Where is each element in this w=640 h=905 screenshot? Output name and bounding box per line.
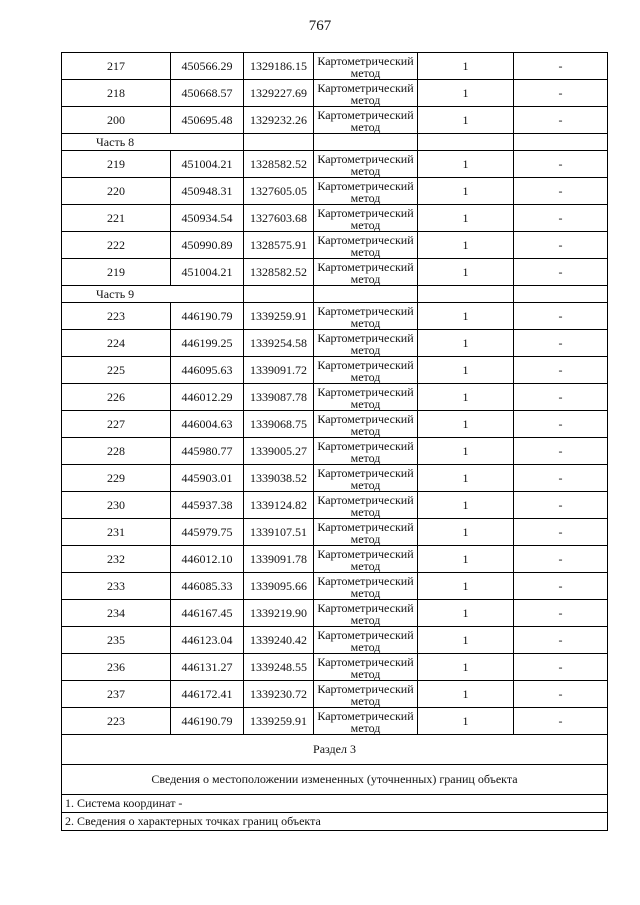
method-cell	[314, 232, 418, 259]
y-coordinate-cell: 1328582.52	[244, 151, 314, 178]
point-number-cell: 200	[62, 107, 171, 134]
x-coordinate-cell: 450695.48	[171, 107, 244, 134]
x-coordinate-cell: 446012.10	[171, 546, 244, 573]
description-cell: -	[514, 357, 608, 384]
points-info-item: 2. Сведения о характерных точках границ объекта	[62, 813, 608, 831]
method-text: Картометрический метод	[317, 681, 414, 708]
coordinate-system-item: 1. Система координат -	[62, 795, 608, 813]
point-number-cell: 236	[62, 654, 171, 681]
description-cell: -	[514, 411, 608, 438]
method-cell	[314, 492, 418, 519]
point-row	[62, 53, 608, 80]
point-number-cell: 229	[62, 465, 171, 492]
description-cell: -	[514, 438, 608, 465]
description-cell: -	[514, 519, 608, 546]
accuracy-cell: 1	[418, 411, 514, 438]
y-coordinate-cell: 1339087.78	[244, 384, 314, 411]
y-coordinate-cell: 1339240.42	[244, 627, 314, 654]
description-cell: -	[514, 259, 608, 286]
description-cell: -	[514, 151, 608, 178]
method-cell	[314, 465, 418, 492]
description-cell: -	[514, 573, 608, 600]
point-number-cell: 233	[62, 573, 171, 600]
y-coordinate-cell: 1329227.69	[244, 80, 314, 107]
x-coordinate-cell: 446085.33	[171, 573, 244, 600]
description-cell: -	[514, 384, 608, 411]
x-coordinate-cell: 446190.79	[171, 303, 244, 330]
coordinates-table	[61, 52, 608, 831]
section-title: Раздел 3	[62, 735, 608, 765]
point-number-cell: 221	[62, 205, 171, 232]
method-cell	[314, 708, 418, 735]
point-row	[62, 492, 608, 519]
method-text: Картометрический метод	[317, 330, 414, 357]
points-info-row	[62, 813, 608, 831]
y-coordinate-cell: 1339230.72	[244, 681, 314, 708]
point-number-cell: 235	[62, 627, 171, 654]
method-cell	[314, 384, 418, 411]
x-coordinate-cell: 446012.29	[171, 384, 244, 411]
x-coordinate-cell: 450948.31	[171, 178, 244, 205]
point-number-cell: 227	[62, 411, 171, 438]
y-coordinate-cell: 1339248.55	[244, 654, 314, 681]
point-row	[62, 107, 608, 134]
accuracy-cell: 1	[418, 330, 514, 357]
method-text: Картометрический метод	[317, 178, 414, 205]
y-coordinate-cell: 1339005.27	[244, 438, 314, 465]
method-text: Картометрический метод	[317, 80, 414, 107]
point-number-cell: 226	[62, 384, 171, 411]
x-coordinate-cell: 450990.89	[171, 232, 244, 259]
method-text: Картометрический метод	[317, 600, 414, 627]
point-number-cell: 223	[62, 303, 171, 330]
point-row	[62, 357, 608, 384]
accuracy-cell: 1	[418, 178, 514, 205]
part-header-row	[62, 286, 608, 303]
x-coordinate-cell: 446167.45	[171, 600, 244, 627]
empty-cell	[514, 134, 608, 151]
method-cell	[314, 573, 418, 600]
point-number-cell: 225	[62, 357, 171, 384]
description-cell: -	[514, 80, 608, 107]
y-coordinate-cell: 1339124.82	[244, 492, 314, 519]
y-coordinate-cell: 1339259.91	[244, 708, 314, 735]
description-cell: -	[514, 708, 608, 735]
description-cell: -	[514, 681, 608, 708]
point-row	[62, 708, 608, 735]
empty-cell	[418, 286, 514, 303]
empty-cell	[244, 134, 314, 151]
part-header-row	[62, 134, 608, 151]
empty-cell	[314, 134, 418, 151]
accuracy-cell: 1	[418, 357, 514, 384]
description-cell: -	[514, 546, 608, 573]
method-text: Картометрический метод	[317, 53, 414, 80]
description-cell: -	[514, 303, 608, 330]
accuracy-cell: 1	[418, 708, 514, 735]
y-coordinate-cell: 1339038.52	[244, 465, 314, 492]
y-coordinate-cell: 1328582.52	[244, 259, 314, 286]
x-coordinate-cell: 446004.63	[171, 411, 244, 438]
point-row	[62, 519, 608, 546]
y-coordinate-cell: 1339091.78	[244, 546, 314, 573]
method-cell	[314, 627, 418, 654]
method-cell	[314, 546, 418, 573]
accuracy-cell: 1	[418, 80, 514, 107]
point-number-cell: 222	[62, 232, 171, 259]
y-coordinate-cell: 1339107.51	[244, 519, 314, 546]
description-cell: -	[514, 465, 608, 492]
section-title-row	[62, 735, 608, 765]
method-cell	[314, 357, 418, 384]
point-row	[62, 654, 608, 681]
empty-cell	[314, 286, 418, 303]
method-text: Картометрический метод	[317, 205, 414, 232]
accuracy-cell: 1	[418, 53, 514, 80]
point-row	[62, 600, 608, 627]
accuracy-cell: 1	[418, 438, 514, 465]
point-row	[62, 438, 608, 465]
method-cell	[314, 151, 418, 178]
y-coordinate-cell: 1327603.68	[244, 205, 314, 232]
accuracy-cell: 1	[418, 573, 514, 600]
section-body	[62, 735, 608, 831]
y-coordinate-cell: 1339068.75	[244, 411, 314, 438]
x-coordinate-cell: 450934.54	[171, 205, 244, 232]
y-coordinate-cell: 1339259.91	[244, 303, 314, 330]
description-cell: -	[514, 600, 608, 627]
point-row	[62, 259, 608, 286]
empty-cell	[244, 286, 314, 303]
y-coordinate-cell: 1328575.91	[244, 232, 314, 259]
method-cell	[314, 53, 418, 80]
method-text: Картометрический метод	[317, 357, 414, 384]
x-coordinate-cell: 446095.63	[171, 357, 244, 384]
point-number-cell: 224	[62, 330, 171, 357]
description-cell: -	[514, 330, 608, 357]
y-coordinate-cell: 1339219.90	[244, 600, 314, 627]
description-cell: -	[514, 53, 608, 80]
accuracy-cell: 1	[418, 107, 514, 134]
point-number-cell: 232	[62, 546, 171, 573]
y-coordinate-cell: 1329186.15	[244, 53, 314, 80]
point-row	[62, 330, 608, 357]
method-text: Картометрический метод	[317, 232, 414, 259]
point-number-cell: 217	[62, 53, 171, 80]
point-row	[62, 178, 608, 205]
method-text: Картометрический метод	[317, 384, 414, 411]
method-cell	[314, 600, 418, 627]
x-coordinate-cell: 451004.21	[171, 259, 244, 286]
method-cell	[314, 681, 418, 708]
x-coordinate-cell: 450566.29	[171, 53, 244, 80]
accuracy-cell: 1	[418, 205, 514, 232]
point-number-cell: 219	[62, 151, 171, 178]
accuracy-cell: 1	[418, 492, 514, 519]
method-text: Картометрический метод	[317, 708, 414, 735]
y-coordinate-cell: 1339095.66	[244, 573, 314, 600]
point-number-cell: 231	[62, 519, 171, 546]
y-coordinate-cell: 1339091.72	[244, 357, 314, 384]
method-text: Картометрический метод	[317, 627, 414, 654]
x-coordinate-cell: 446199.25	[171, 330, 244, 357]
point-number-cell: 228	[62, 438, 171, 465]
description-cell: -	[514, 232, 608, 259]
accuracy-cell: 1	[418, 232, 514, 259]
accuracy-cell: 1	[418, 303, 514, 330]
point-row	[62, 205, 608, 232]
point-row	[62, 573, 608, 600]
section-subtitle-row	[62, 765, 608, 795]
point-number-cell: 219	[62, 259, 171, 286]
method-text: Картометрический метод	[317, 151, 414, 178]
accuracy-cell: 1	[418, 519, 514, 546]
x-coordinate-cell: 450668.57	[171, 80, 244, 107]
empty-cell	[514, 286, 608, 303]
method-text: Картометрический метод	[317, 107, 414, 134]
method-cell	[314, 178, 418, 205]
accuracy-cell: 1	[418, 681, 514, 708]
method-text: Картометрический метод	[317, 303, 414, 330]
point-row	[62, 546, 608, 573]
accuracy-cell: 1	[418, 384, 514, 411]
method-cell	[314, 519, 418, 546]
method-cell	[314, 259, 418, 286]
x-coordinate-cell: 451004.21	[171, 151, 244, 178]
method-text: Картометрический метод	[317, 259, 414, 286]
x-coordinate-cell: 445979.75	[171, 519, 244, 546]
x-coordinate-cell: 445903.01	[171, 465, 244, 492]
accuracy-cell: 1	[418, 151, 514, 178]
point-number-cell: 230	[62, 492, 171, 519]
method-text: Картометрический метод	[317, 411, 414, 438]
point-number-cell: 237	[62, 681, 171, 708]
coordinate-system-row	[62, 795, 608, 813]
x-coordinate-cell: 445980.77	[171, 438, 244, 465]
part-label: Часть 9	[62, 286, 244, 303]
method-text: Картометрический метод	[317, 546, 414, 573]
x-coordinate-cell: 445937.38	[171, 492, 244, 519]
method-text: Картометрический метод	[317, 519, 414, 546]
coordinates-table-body	[62, 53, 608, 735]
description-cell: -	[514, 627, 608, 654]
method-text: Картометрический метод	[317, 465, 414, 492]
x-coordinate-cell: 446190.79	[171, 708, 244, 735]
point-number-cell: 234	[62, 600, 171, 627]
description-cell: -	[514, 654, 608, 681]
method-cell	[314, 330, 418, 357]
point-row	[62, 232, 608, 259]
point-row	[62, 80, 608, 107]
point-number-cell: 218	[62, 80, 171, 107]
point-row	[62, 627, 608, 654]
part-label: Часть 8	[62, 134, 244, 151]
section-subtitle: Сведения о местоположении измененных (уточненных) границ объекта	[62, 765, 608, 795]
accuracy-cell: 1	[418, 465, 514, 492]
method-text: Картометрический метод	[317, 492, 414, 519]
accuracy-cell: 1	[418, 654, 514, 681]
method-text: Картометрический метод	[317, 654, 414, 681]
x-coordinate-cell: 446131.27	[171, 654, 244, 681]
method-text: Картометрический метод	[317, 573, 414, 600]
method-cell	[314, 654, 418, 681]
method-cell	[314, 205, 418, 232]
point-row	[62, 303, 608, 330]
y-coordinate-cell: 1329232.26	[244, 107, 314, 134]
point-number-cell: 220	[62, 178, 171, 205]
method-cell	[314, 438, 418, 465]
accuracy-cell: 1	[418, 259, 514, 286]
point-row	[62, 465, 608, 492]
description-cell: -	[514, 107, 608, 134]
point-row	[62, 411, 608, 438]
method-cell	[314, 80, 418, 107]
x-coordinate-cell: 446172.41	[171, 681, 244, 708]
y-coordinate-cell: 1339254.58	[244, 330, 314, 357]
point-row	[62, 681, 608, 708]
point-number-cell: 223	[62, 708, 171, 735]
method-text: Картометрический метод	[317, 438, 414, 465]
page-number: 767	[308, 18, 332, 34]
point-row	[62, 384, 608, 411]
empty-cell	[418, 134, 514, 151]
point-row	[62, 151, 608, 178]
description-cell: -	[514, 492, 608, 519]
description-cell: -	[514, 178, 608, 205]
accuracy-cell: 1	[418, 600, 514, 627]
x-coordinate-cell: 446123.04	[171, 627, 244, 654]
description-cell: -	[514, 205, 608, 232]
method-cell	[314, 411, 418, 438]
method-cell	[314, 107, 418, 134]
accuracy-cell: 1	[418, 546, 514, 573]
accuracy-cell: 1	[418, 627, 514, 654]
method-cell	[314, 303, 418, 330]
y-coordinate-cell: 1327605.05	[244, 178, 314, 205]
